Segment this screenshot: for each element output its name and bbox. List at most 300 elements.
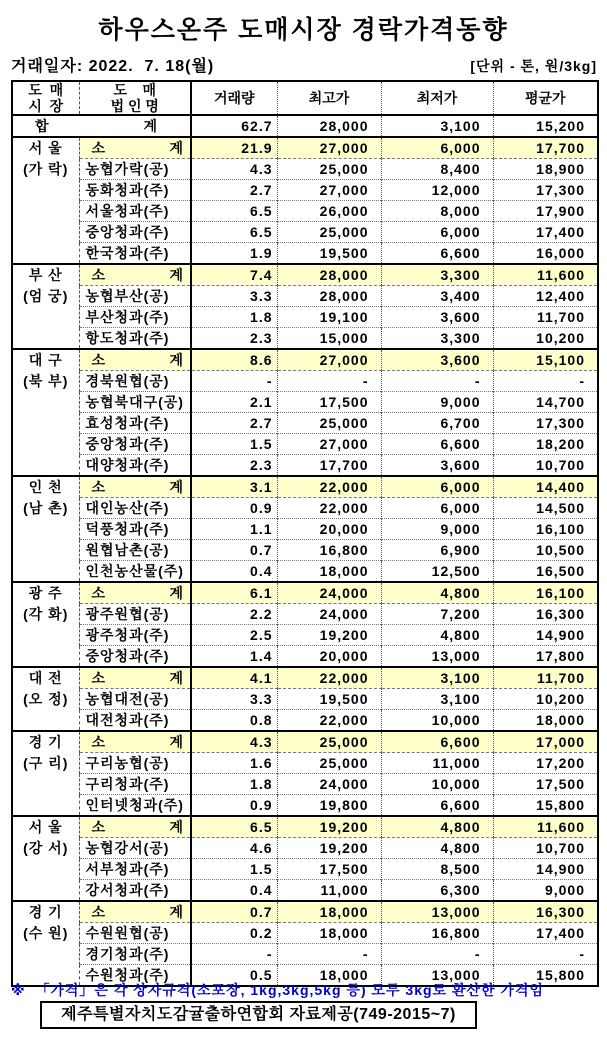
- volume-cell: 4.3: [191, 159, 277, 180]
- volume-cell: 7.4: [191, 264, 277, 286]
- spread-label: [86, 817, 191, 837]
- header-avg: 평균가: [493, 81, 598, 115]
- high-cell: 19,500: [277, 689, 381, 710]
- volume-cell: 2.5: [191, 625, 277, 646]
- low-cell: 6,600: [381, 731, 493, 753]
- avg-cell: 10,200: [493, 328, 598, 350]
- low-cell: 11,000: [381, 753, 493, 774]
- low-cell: 3,400: [381, 286, 493, 307]
- market-cell: [12, 476, 79, 582]
- market-name: 광 주: [28, 585, 63, 601]
- avg-cell: -: [493, 944, 598, 965]
- table-row: [12, 646, 598, 668]
- market-branch: (오 정): [23, 691, 69, 707]
- low-cell: 6,300: [381, 880, 493, 902]
- low-cell: 3,300: [381, 328, 493, 350]
- corp-cell: 인천농산물(주): [79, 561, 191, 583]
- corp-cell: 경북원협(공): [79, 371, 191, 392]
- corp-cell: 중앙청과(주): [79, 222, 191, 243]
- table-row: [12, 944, 598, 965]
- high-cell: 18,000: [277, 561, 381, 583]
- spread-char: 소: [91, 670, 107, 686]
- high-cell: 24,000: [277, 582, 381, 604]
- volume-cell: 1.1: [191, 519, 277, 540]
- spread-char: 계: [169, 352, 184, 368]
- table-row: [12, 774, 598, 795]
- table-row: [12, 710, 598, 732]
- table-row: [12, 201, 598, 222]
- high-cell: 28,000: [277, 264, 381, 286]
- table-row: [12, 455, 598, 477]
- high-cell: 24,000: [277, 604, 381, 625]
- subtotal-label-cell: [79, 816, 191, 838]
- table-row: [12, 923, 598, 944]
- avg-cell: 17,400: [493, 923, 598, 944]
- high-cell: 22,000: [277, 498, 381, 519]
- avg-cell: 18,900: [493, 159, 598, 180]
- table-row: [12, 137, 598, 159]
- low-cell: 6,000: [381, 137, 493, 159]
- header-row: [12, 81, 598, 115]
- corp-cell: 농협부산(공): [79, 286, 191, 307]
- low-cell: 6,000: [381, 476, 493, 498]
- market-name: 인 천: [28, 479, 63, 495]
- market-cell: [12, 264, 79, 349]
- spread-char: 계: [169, 479, 184, 495]
- corp-cell: 서울청과(주): [79, 201, 191, 222]
- high-cell: 15,000: [277, 328, 381, 350]
- corp-cell: 동화청과(주): [79, 180, 191, 201]
- subtotal-label-cell: [79, 137, 191, 159]
- volume-cell: 21.9: [191, 137, 277, 159]
- table-row: [12, 753, 598, 774]
- market-cell: [12, 816, 79, 901]
- table-row: [12, 222, 598, 243]
- low-cell: 10,000: [381, 710, 493, 732]
- total-label-cell: [12, 115, 191, 137]
- market-cell: [12, 731, 79, 816]
- avg-cell: 15,200: [493, 115, 598, 137]
- corp-cell: 농협대전(공): [79, 689, 191, 710]
- avg-cell: 14,900: [493, 859, 598, 880]
- market-branch: (남 촌): [23, 500, 69, 516]
- market-branch: (북 부): [23, 373, 69, 389]
- volume-cell: 3.3: [191, 689, 277, 710]
- table-row: [12, 180, 598, 201]
- corp-cell: 원협남촌(공): [79, 540, 191, 561]
- volume-cell: 2.7: [191, 180, 277, 201]
- market-name: 경 기: [28, 904, 63, 920]
- low-cell: 6,000: [381, 222, 493, 243]
- spread-label: [86, 138, 191, 158]
- avg-cell: 16,500: [493, 561, 598, 583]
- low-cell: 3,100: [381, 689, 493, 710]
- table-row: [12, 413, 598, 434]
- market-branch: (수 원): [23, 925, 69, 941]
- price-footnote: ※ 「가격」은 각 상자규격(소포장, 1kg,3kg,5kg 등) 모두 3kg로 환산한 가격임: [11, 982, 544, 998]
- subtotal-label-cell: [79, 731, 191, 753]
- low-cell: 4,800: [381, 816, 493, 838]
- avg-cell: 10,700: [493, 455, 598, 477]
- header-corp-line2: 법 인 명: [110, 98, 159, 114]
- low-cell: 8,500: [381, 859, 493, 880]
- volume-cell: 0.9: [191, 795, 277, 817]
- volume-cell: 3.1: [191, 476, 277, 498]
- spread-char: 계: [169, 670, 184, 686]
- market-name: 부 산: [28, 267, 63, 283]
- subtotal-label-cell: [79, 582, 191, 604]
- low-cell: -: [381, 944, 493, 965]
- low-cell: 8,400: [381, 159, 493, 180]
- table-row: [12, 689, 598, 710]
- spread-label: [86, 583, 191, 603]
- spread-label: [86, 732, 191, 752]
- low-cell: 3,100: [381, 667, 493, 689]
- corp-cell: 인터넷청과(주): [79, 795, 191, 817]
- low-cell: 6,600: [381, 795, 493, 817]
- source-box: [40, 1001, 477, 1029]
- volume-cell: 2.3: [191, 328, 277, 350]
- trade-date-label: 거래일자: 2022. 7. 18(월): [11, 58, 215, 75]
- high-cell: 19,200: [277, 625, 381, 646]
- high-cell: 18,000: [277, 923, 381, 944]
- avg-cell: 17,400: [493, 222, 598, 243]
- table-row: [12, 582, 598, 604]
- table-row: [12, 731, 598, 753]
- spread-label: [86, 477, 191, 497]
- high-cell: 17,500: [277, 859, 381, 880]
- spread-char: 계: [169, 140, 184, 156]
- high-cell: 22,000: [277, 710, 381, 732]
- high-cell: 19,100: [277, 307, 381, 328]
- spread-label: [86, 350, 191, 370]
- low-cell: 9,000: [381, 519, 493, 540]
- high-cell: 25,000: [277, 413, 381, 434]
- subtotal-label-cell: [79, 667, 191, 689]
- volume-cell: 4.3: [191, 731, 277, 753]
- corp-cell: 농협강서(공): [79, 838, 191, 859]
- volume-cell: 1.8: [191, 307, 277, 328]
- high-cell: 20,000: [277, 646, 381, 668]
- high-cell: 25,000: [277, 222, 381, 243]
- avg-cell: 18,000: [493, 710, 598, 732]
- avg-cell: 15,100: [493, 349, 598, 371]
- market-name: 서 울: [28, 819, 63, 835]
- volume-cell: 0.2: [191, 923, 277, 944]
- volume-cell: 1.5: [191, 859, 277, 880]
- volume-cell: 6.5: [191, 816, 277, 838]
- corp-cell: 부산청과(주): [79, 307, 191, 328]
- header-market: [12, 81, 79, 115]
- avg-cell: 9,000: [493, 880, 598, 902]
- high-cell: -: [277, 944, 381, 965]
- low-cell: 12,000: [381, 180, 493, 201]
- corp-cell: 농협북대구(공): [79, 392, 191, 413]
- high-cell: 17,700: [277, 455, 381, 477]
- table-row: [12, 795, 598, 817]
- volume-cell: 1.9: [191, 243, 277, 265]
- market-cell: [12, 667, 79, 731]
- volume-cell: 1.5: [191, 434, 277, 455]
- low-cell: 4,800: [381, 582, 493, 604]
- market-cell: [12, 901, 79, 986]
- market-branch: (엄 궁): [23, 288, 69, 304]
- avg-cell: 11,700: [493, 307, 598, 328]
- table-row: [12, 392, 598, 413]
- table-row: [12, 816, 598, 838]
- corp-cell: 대인농산(주): [79, 498, 191, 519]
- avg-cell: 14,700: [493, 392, 598, 413]
- avg-cell: 17,800: [493, 646, 598, 668]
- avg-cell: -: [493, 371, 598, 392]
- avg-cell: 16,100: [493, 519, 598, 540]
- corp-cell: 대전청과(주): [79, 710, 191, 732]
- high-cell: 26,000: [277, 201, 381, 222]
- spread-char: 소: [91, 585, 107, 601]
- spread-char: 합: [35, 118, 49, 134]
- low-cell: 13,000: [381, 646, 493, 668]
- corp-cell: 수원청과(주): [79, 965, 191, 987]
- volume-cell: 0.5: [191, 965, 277, 987]
- market-branch: (각 화): [23, 606, 69, 622]
- spread-label: [86, 668, 191, 688]
- volume-cell: 0.7: [191, 540, 277, 561]
- avg-cell: 14,400: [493, 476, 598, 498]
- source-text: 제주특별자치도감귤출하연합회 자료제공(749-2015~7): [61, 1006, 456, 1023]
- table-row: [12, 498, 598, 519]
- volume-cell: 2.3: [191, 455, 277, 477]
- corp-cell: 덕풍청과(주): [79, 519, 191, 540]
- header-low: 최저가: [381, 81, 493, 115]
- spread-char: 계: [169, 819, 184, 835]
- table-row: [12, 519, 598, 540]
- spread-char: 소: [91, 819, 107, 835]
- low-cell: 3,100: [381, 115, 493, 137]
- corp-cell: 효성청과(주): [79, 413, 191, 434]
- volume-cell: 0.7: [191, 901, 277, 923]
- corp-cell: 경기청과(주): [79, 944, 191, 965]
- volume-cell: 2.7: [191, 413, 277, 434]
- low-cell: 9,000: [381, 392, 493, 413]
- table-row: [12, 264, 598, 286]
- spread-label: [13, 116, 190, 136]
- spread-label: [86, 265, 191, 285]
- volume-cell: 6.5: [191, 201, 277, 222]
- corp-cell: 항도청과(주): [79, 328, 191, 350]
- avg-cell: 10,700: [493, 838, 598, 859]
- avg-cell: 17,900: [493, 201, 598, 222]
- market-name: 대 구: [28, 352, 63, 368]
- volume-cell: 0.9: [191, 498, 277, 519]
- low-cell: 4,800: [381, 838, 493, 859]
- low-cell: 3,600: [381, 349, 493, 371]
- spread-char: 계: [169, 267, 184, 283]
- corp-cell: 수원원협(공): [79, 923, 191, 944]
- avg-cell: 12,400: [493, 286, 598, 307]
- high-cell: 19,200: [277, 838, 381, 859]
- market-branch: (가 락): [23, 161, 69, 177]
- low-cell: 6,000: [381, 498, 493, 519]
- subtotal-label-cell: [79, 349, 191, 371]
- volume-cell: -: [191, 944, 277, 965]
- low-cell: 3,600: [381, 455, 493, 477]
- table-row: [12, 901, 598, 923]
- avg-cell: 18,200: [493, 434, 598, 455]
- low-cell: 8,000: [381, 201, 493, 222]
- high-cell: 27,000: [277, 137, 381, 159]
- avg-cell: 10,200: [493, 689, 598, 710]
- table-row: [12, 307, 598, 328]
- low-cell: 10,000: [381, 774, 493, 795]
- high-cell: 27,000: [277, 434, 381, 455]
- subtotal-label-cell: [79, 476, 191, 498]
- volume-cell: -: [191, 371, 277, 392]
- low-cell: 6,600: [381, 243, 493, 265]
- table-row: [12, 328, 598, 350]
- spread-char: 소: [91, 734, 107, 750]
- table-row: [12, 880, 598, 902]
- header-corp: [79, 81, 191, 115]
- table-row: [12, 476, 598, 498]
- volume-cell: 1.4: [191, 646, 277, 668]
- spread-char: 계: [169, 734, 184, 750]
- avg-cell: 17,200: [493, 753, 598, 774]
- avg-cell: 17,500: [493, 774, 598, 795]
- high-cell: 28,000: [277, 115, 381, 137]
- high-cell: 22,000: [277, 667, 381, 689]
- avg-cell: 15,800: [493, 965, 598, 987]
- low-cell: 6,600: [381, 434, 493, 455]
- total-row: [12, 115, 598, 137]
- spread-char: 소: [91, 904, 107, 920]
- table-row: [12, 371, 598, 392]
- avg-cell: 16,100: [493, 582, 598, 604]
- low-cell: -: [381, 371, 493, 392]
- avg-cell: 17,000: [493, 731, 598, 753]
- header-market-line2: 시 장: [28, 98, 64, 114]
- spread-char: 계: [143, 118, 157, 134]
- high-cell: -: [277, 371, 381, 392]
- avg-cell: 16,300: [493, 901, 598, 923]
- market-branch: (강 서): [23, 840, 69, 856]
- high-cell: 11,000: [277, 880, 381, 902]
- subtotal-label-cell: [79, 264, 191, 286]
- market-cell: [12, 582, 79, 667]
- spread-char: 소: [91, 352, 107, 368]
- high-cell: 27,000: [277, 180, 381, 201]
- avg-cell: 11,600: [493, 264, 598, 286]
- price-table-header: [12, 81, 598, 115]
- table-row: [12, 540, 598, 561]
- low-cell: 13,000: [381, 901, 493, 923]
- avg-cell: 10,500: [493, 540, 598, 561]
- high-cell: 18,000: [277, 965, 381, 987]
- avg-cell: 14,900: [493, 625, 598, 646]
- avg-cell: 16,000: [493, 243, 598, 265]
- corp-cell: 광주청과(주): [79, 625, 191, 646]
- table-row: [12, 859, 598, 880]
- table-row: [12, 604, 598, 625]
- avg-cell: 11,600: [493, 816, 598, 838]
- high-cell: 19,500: [277, 243, 381, 265]
- high-cell: 19,800: [277, 795, 381, 817]
- table-row: [12, 625, 598, 646]
- corp-cell: 서부청과(주): [79, 859, 191, 880]
- volume-cell: 4.1: [191, 667, 277, 689]
- high-cell: 25,000: [277, 753, 381, 774]
- high-cell: 25,000: [277, 159, 381, 180]
- high-cell: 24,000: [277, 774, 381, 795]
- volume-cell: 6.1: [191, 582, 277, 604]
- table-row: [12, 561, 598, 583]
- low-cell: 3,600: [381, 307, 493, 328]
- spread-char: 소: [91, 479, 107, 495]
- high-cell: 20,000: [277, 519, 381, 540]
- volume-cell: 2.2: [191, 604, 277, 625]
- corp-cell: 대양청과(주): [79, 455, 191, 477]
- meta-row: [11, 53, 597, 76]
- market-name: 대 전: [28, 670, 63, 686]
- avg-cell: 17,300: [493, 413, 598, 434]
- high-cell: 25,000: [277, 731, 381, 753]
- avg-cell: 16,300: [493, 604, 598, 625]
- corp-cell: 농협가락(공): [79, 159, 191, 180]
- spread-char: 소: [91, 140, 107, 156]
- volume-cell: 0.4: [191, 561, 277, 583]
- table-row: [12, 434, 598, 455]
- market-name: 경 기: [28, 734, 63, 750]
- subtotal-label-cell: [79, 901, 191, 923]
- avg-cell: 17,300: [493, 180, 598, 201]
- low-cell: 12,500: [381, 561, 493, 583]
- high-cell: 18,000: [277, 901, 381, 923]
- market-cell: [12, 349, 79, 476]
- header-corp-line1: 도 매: [113, 82, 157, 98]
- table-row: [12, 349, 598, 371]
- page-title: 하우스온주 도매시장 경락가격동향: [98, 16, 509, 44]
- corp-cell: 한국청과(주): [79, 243, 191, 265]
- high-cell: 28,000: [277, 286, 381, 307]
- spread-char: 계: [169, 904, 184, 920]
- header-high: 최고가: [277, 81, 381, 115]
- table-row: [12, 243, 598, 265]
- volume-cell: 0.8: [191, 710, 277, 732]
- corp-cell: 강서청과(주): [79, 880, 191, 902]
- header-market-line1: 도 매: [28, 82, 64, 98]
- spread-label: [86, 902, 191, 922]
- unit-label: [단위 - 톤, 원/3kg]: [470, 58, 597, 74]
- table-row: [12, 838, 598, 859]
- corp-cell: 광주원협(공): [79, 604, 191, 625]
- avg-cell: 14,500: [493, 498, 598, 519]
- avg-cell: 17,700: [493, 137, 598, 159]
- spread-char: 소: [91, 267, 107, 283]
- volume-cell: 1.6: [191, 753, 277, 774]
- corp-cell: 중앙청과(주): [79, 434, 191, 455]
- table-row: [12, 159, 598, 180]
- low-cell: 13,000: [381, 965, 493, 987]
- market-name: 서 울: [28, 140, 63, 156]
- high-cell: 27,000: [277, 349, 381, 371]
- high-cell: 22,000: [277, 476, 381, 498]
- volume-cell: 4.6: [191, 838, 277, 859]
- price-table: [11, 80, 599, 987]
- low-cell: 7,200: [381, 604, 493, 625]
- volume-cell: 2.1: [191, 392, 277, 413]
- volume-cell: 1.8: [191, 774, 277, 795]
- avg-cell: 15,800: [493, 795, 598, 817]
- corp-cell: 중앙청과(주): [79, 646, 191, 668]
